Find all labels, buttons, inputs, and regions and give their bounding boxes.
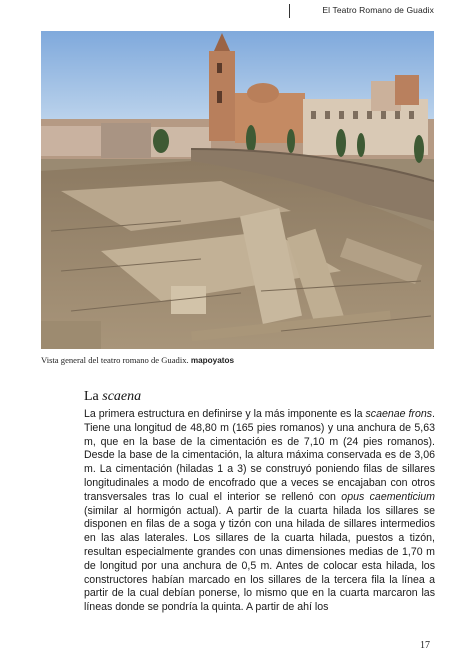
section-heading-prefix: La <box>84 389 99 404</box>
body-run: . Tiene una longitud de 48,80 m (165 pies romanos) y una anchura de 5,63 m, que en la base de la cimentación es de 7,10 m (24 pies romanos). Desde la base de la cimentación, la altura máxima conservada es de 3,06 m. La cimentación (hiladas 1 a 3) se construyó poniendo filas de sillares longitudinales a modo de encofrado que a veces se encajaban con otros transversales tras lo cual el interior se rellenó con <box>84 408 435 503</box>
page-number: 17 <box>420 640 430 651</box>
body-run: La primera estructura en definirse y la más imponente es la <box>84 408 366 420</box>
roman-theatre-photo <box>41 31 434 349</box>
caption-text: Vista general del teatro romano de Guadix. <box>41 355 189 365</box>
photo-credit: mapoyatos <box>190 356 235 365</box>
running-header-title: El Teatro Romano de Guadix <box>322 5 434 15</box>
header-divider <box>289 4 290 18</box>
running-header <box>0 0 474 22</box>
section-heading-italic: scaena <box>102 389 142 404</box>
figure-caption <box>41 355 434 365</box>
body-run-italic: scaenae frons <box>365 408 433 420</box>
body-paragraph <box>84 408 435 615</box>
body-run: (similar al hormigón actual). A partir de la cuarta hilada los sillares se disponen en filas de a soga y tizón con una hilada de sillares intermedios en las alas laterales. Los sillares de la cuarta hilada, puestos a tizón, resultan especialmente grandes con unas dimensiones medias de 1,70 m de longitud por una anchura de 0,5 m. Antes de colocar esta hilada, los constructores habían marcado en los sillares de la tercera fila la línea a partir de la cual debían ponerse, lo mismo que en la cuarta marcaron las líneas donde se pondría la quinta. A partir de ahí los <box>84 504 435 614</box>
section-heading <box>84 389 141 405</box>
body-run-italic: opus caementicium <box>341 490 435 503</box>
